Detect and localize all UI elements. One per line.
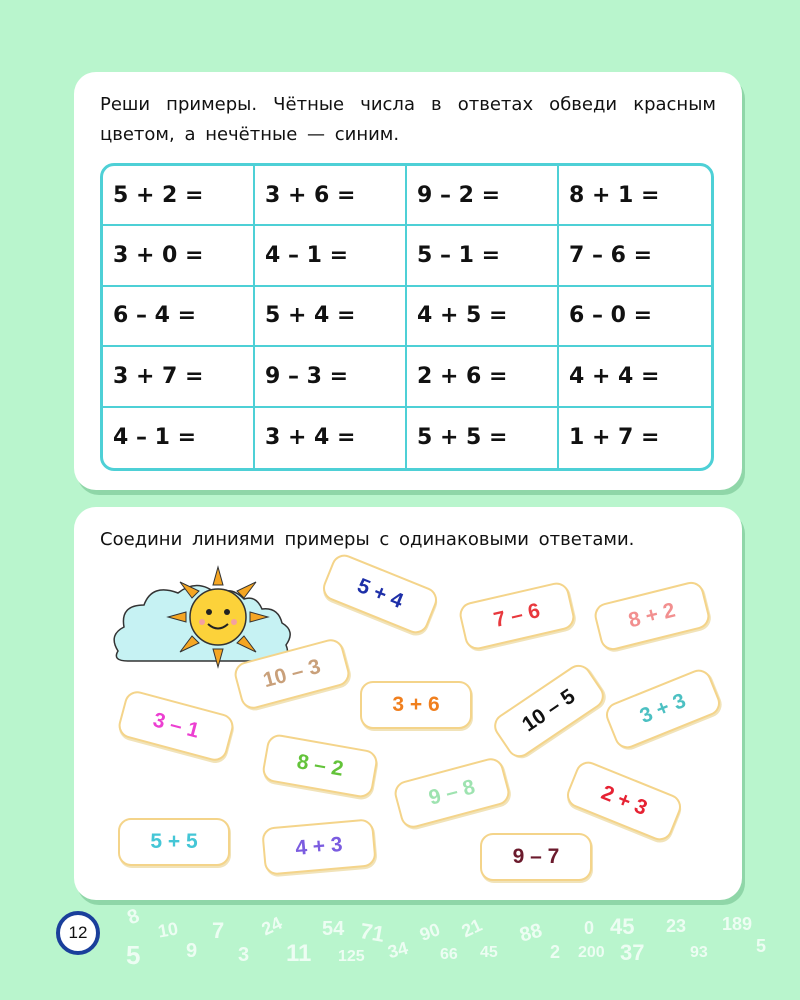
example-cell: 6 – 0 =	[559, 287, 711, 347]
example-tile[interactable]: 10 – 5	[489, 660, 609, 762]
decor-number: 8	[124, 904, 143, 930]
decor-number: 3	[238, 944, 250, 966]
example-tile[interactable]: 2 + 3	[563, 758, 685, 844]
decor-number: 5	[756, 936, 767, 956]
example-cell: 9 – 3 =	[255, 347, 407, 407]
decor-number: 34	[385, 937, 411, 963]
example-cell: 5 + 4 =	[255, 287, 407, 347]
example-tile[interactable]: 3 + 6	[360, 681, 472, 729]
decor-number: 23	[666, 916, 687, 936]
example-cell: 3 + 6 =	[255, 166, 407, 226]
example-tile[interactable]: 5 + 4	[319, 551, 441, 637]
example-tile[interactable]: 4 + 3	[261, 818, 377, 876]
decor-number: 90	[417, 919, 443, 945]
example-cell: 5 – 1 =	[407, 226, 559, 286]
decor-number: 24	[258, 912, 286, 940]
example-tile[interactable]: 7 – 6	[457, 580, 577, 652]
example-cell: 3 + 7 =	[103, 347, 255, 407]
decor-number: 66	[440, 946, 458, 963]
example-cell: 1 + 7 =	[569, 425, 660, 451]
decor-number: 45	[480, 944, 498, 961]
task1-card	[74, 72, 742, 490]
task1-instruction: Реши примеры. Чётные числа в ответах обведи красным цветом, а нечётные — синим.	[100, 94, 716, 145]
example-cell: 5 + 2 =	[103, 166, 255, 226]
decor-number: 189	[722, 914, 753, 934]
example-tile[interactable]: 9 – 8	[392, 755, 513, 830]
decor-number: 2	[550, 942, 561, 962]
examples-grid	[100, 163, 714, 471]
decor-number: 0	[584, 918, 595, 938]
decor-number: 21	[458, 914, 486, 942]
example-cell: 6 – 4 =	[103, 287, 255, 347]
decor-number: 37	[620, 940, 645, 965]
example-tile[interactable]: 10 – 3	[232, 636, 353, 711]
decor-number: 5	[126, 940, 141, 970]
decor-number: 10	[156, 918, 180, 942]
decor-number: 7	[212, 918, 225, 943]
example-cell: 3 + 0 =	[103, 226, 255, 286]
decor-number: 9	[186, 940, 198, 962]
example-cell: 2 + 6 =	[407, 347, 559, 407]
page-number: 12	[68, 923, 88, 942]
example-tile[interactable]: 9 – 7	[480, 833, 592, 881]
decor-number: 125	[338, 948, 365, 965]
example-tile[interactable]: 3 + 3	[602, 666, 724, 752]
example-cell: 7 – 6 =	[559, 226, 711, 286]
example-cell: 9 – 2 =	[407, 166, 559, 226]
decor-number: 93	[690, 944, 708, 961]
example-cell: 4 – 1 =	[103, 408, 255, 468]
example-cell: 4 + 5 =	[407, 287, 559, 347]
decor-number: 11	[286, 940, 312, 967]
task2-instruction: Соедини линиями примеры с одинаковыми ответами.	[100, 529, 635, 550]
example-tile[interactable]: 8 + 2	[592, 579, 712, 653]
decor-number: 45	[610, 914, 635, 939]
example-tile[interactable]: 8 – 2	[261, 733, 380, 800]
example-cell: 5 + 5 =	[407, 408, 559, 468]
decor-number: 88	[517, 919, 545, 947]
example-cell: 4 – 1 =	[255, 226, 407, 286]
example-tile[interactable]: 3 – 1	[116, 688, 237, 763]
decor-number: 54	[322, 918, 345, 940]
example-cell: 3 + 4 =	[255, 408, 407, 468]
page-number-badge	[56, 911, 100, 955]
decor-number: 200	[578, 944, 605, 961]
task2-card	[74, 507, 742, 900]
example-cell: 4 + 4 =	[559, 347, 711, 407]
decor-number: 71	[358, 918, 387, 947]
example-tile[interactable]: 5 + 5	[118, 818, 230, 866]
example-cell: 8 + 1 =	[559, 166, 711, 226]
